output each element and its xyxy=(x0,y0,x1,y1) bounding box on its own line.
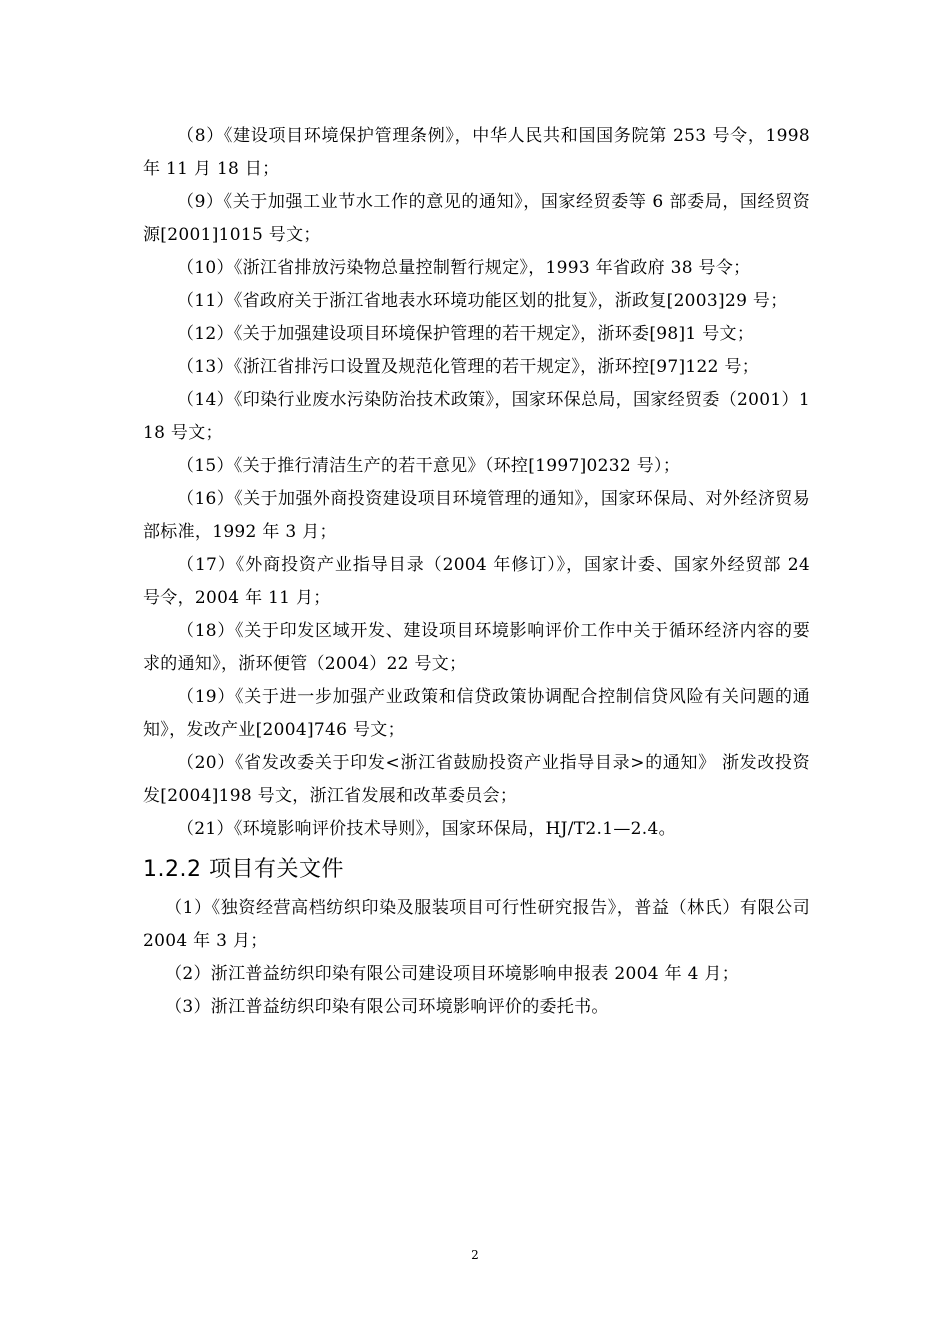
project-documents-list xyxy=(143,892,810,1024)
reference-item: （12）《关于加强建设项目环境保护管理的若干规定》，浙环委[98]1 号文； xyxy=(177,324,755,344)
reference-item: （20）《省发改委关于印发<浙江省鼓励投资产业指导目录>的通知》 浙发改投资发[2004]198 号文，浙江省发展和改革委员会； xyxy=(143,753,810,806)
reference-item: （10）《浙江省排放污染物总量控制暂行规定》，1993 年省政府 38 号令； xyxy=(177,258,751,278)
reference-item: （19）《关于进一步加强产业政策和信贷政策协调配合控制信贷风险有关问题的通知》，发改产业[2004]746 号文； xyxy=(143,687,810,740)
reference-item: （9）《关于加强工业节水工作的意见的通知》，国家经贸委等 6 部委局，国经贸资源[2001]1015 号文； xyxy=(143,192,810,245)
document-item: （1）《独资经营高档纺织印染及服装项目可行性研究报告》，普益（林氏）有限公司 2004 年 3 月； xyxy=(143,898,810,951)
document-body xyxy=(143,120,810,1024)
regulations-list xyxy=(143,120,810,846)
document-item: （2）浙江普益纺织印染有限公司建设项目环境影响申报表 2004 年 4 月； xyxy=(165,964,740,984)
reference-item: （21）《环境影响评价技术导则》，国家环保局，HJ/T2.1—2.4。 xyxy=(177,819,676,839)
reference-item: （15）《关于推行清洁生产的若干意见》（环控[1997]0232 号）； xyxy=(177,456,681,476)
reference-item: （17）《外商投资产业指导目录（2004 年修订）》，国家计委、国家外经贸部 24 号令，2004 年 11 月； xyxy=(143,555,810,608)
reference-item: （11）《省政府关于浙江省地表水环境功能区划的批复》，浙政复[2003]29 号； xyxy=(177,291,788,311)
section-heading: 1.2.2 项目有关文件 xyxy=(143,857,344,882)
document-item: （3）浙江普益纺织印染有限公司环境影响评价的委托书。 xyxy=(165,997,609,1017)
reference-item: （13）《浙江省排污口设置及规范化管理的若干规定》，浙环控[97]122 号； xyxy=(177,357,760,377)
reference-item: （18）《关于印发区域开发、建设项目环境影响评价工作中关于循环经济内容的要求的通知》，浙环便管（2004）22 号文； xyxy=(143,621,810,674)
reference-item: （16）《关于加强外商投资建设项目环境管理的通知》，国家环保局、对外经济贸易部标准，1992 年 3 月； xyxy=(143,489,810,542)
page-number: 2 xyxy=(471,1248,479,1262)
reference-item: （8）《建设项目环境保护管理条例》，中华人民共和国国务院第 253 号令，1998 年 11 月 18 日； xyxy=(143,126,810,179)
reference-item: （14）《印染行业废水污染防治技术政策》，国家环保总局，国家经贸委（2001）118 号文； xyxy=(143,390,810,443)
